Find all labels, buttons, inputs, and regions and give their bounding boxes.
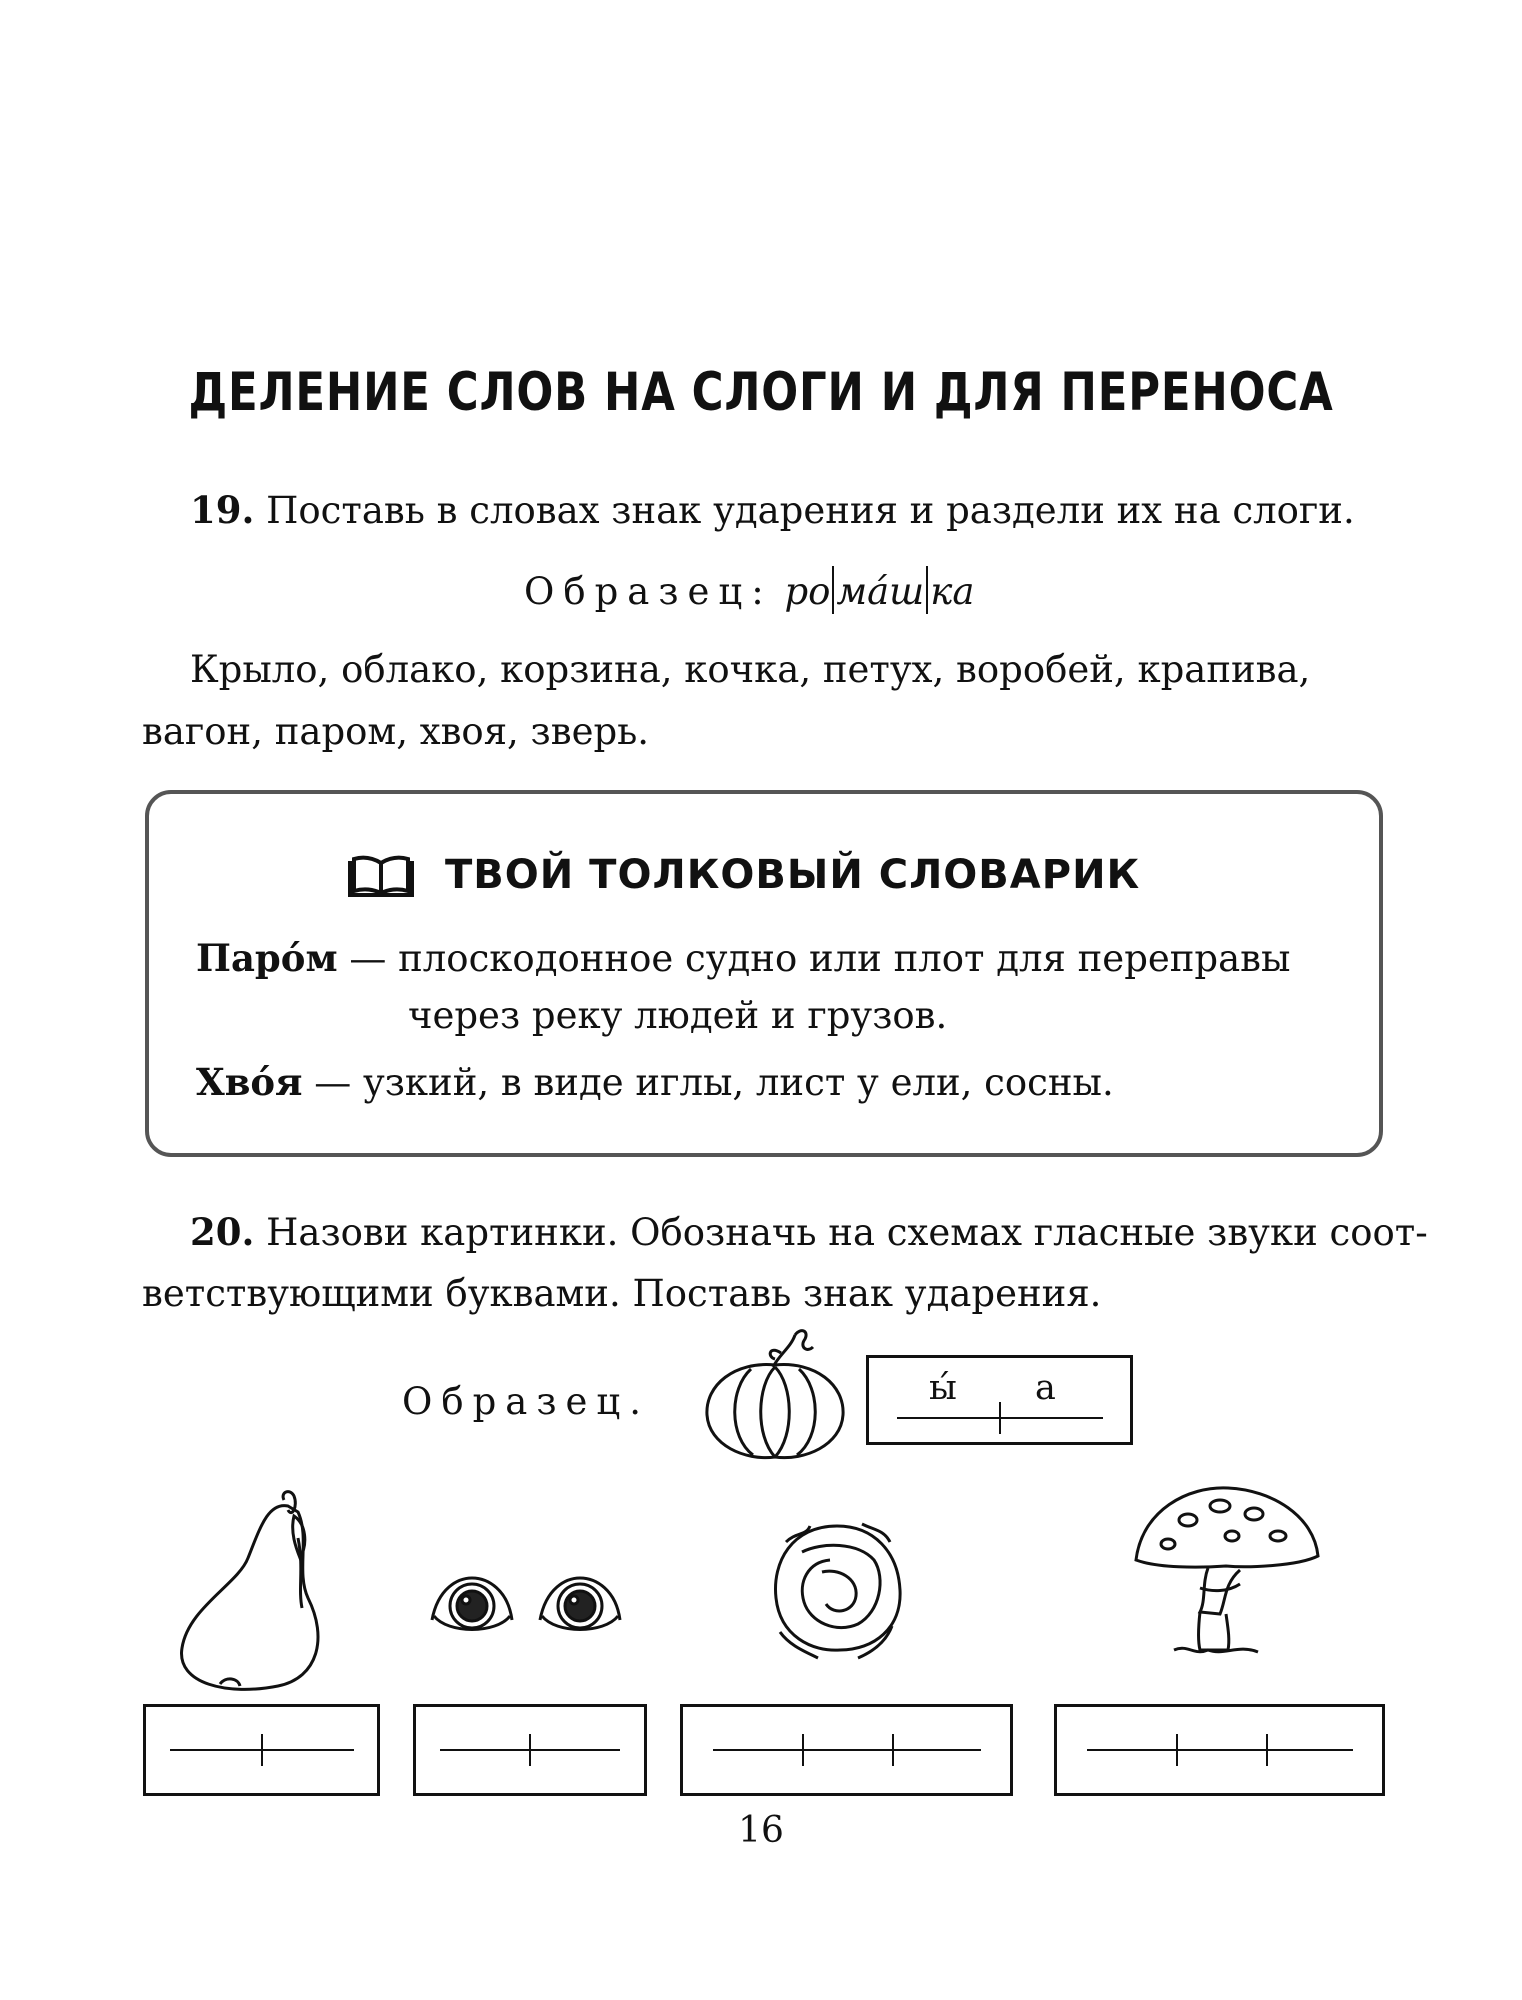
entry-dash: —	[314, 1061, 352, 1104]
exercise-19-sample	[524, 560, 974, 624]
book-icon	[346, 855, 416, 901]
syllable-divider	[926, 566, 928, 614]
pumpkin-picture	[695, 1325, 855, 1465]
schema-lines	[683, 1707, 1010, 1793]
sample-syllable: ро	[784, 570, 831, 613]
mushroom-picture	[1128, 1480, 1324, 1660]
exercise-text: Назови картинки. Обозначь на схемах гласные звуки соот-	[266, 1211, 1428, 1254]
dictionary-entry	[196, 1053, 1114, 1112]
exercise-19-task	[190, 478, 1355, 543]
exercise-number: 19.	[190, 488, 255, 532]
answer-schema[interactable]	[413, 1704, 647, 1796]
schema-vowel: а	[1035, 1368, 1056, 1408]
entry-definition: плоскодонное судно или плот для переправы	[398, 937, 1291, 980]
answer-schema[interactable]	[1054, 1704, 1385, 1796]
exercise-number: 20.	[190, 1210, 255, 1254]
page-title: ДЕЛЕНИЕ СЛОВ НА СЛОГИ И ДЛЯ ПЕРЕНОСА	[188, 362, 1334, 423]
syllable-divider	[832, 566, 834, 614]
exercise-text: Поставь в словах знак ударения и раздели их на слоги.	[266, 489, 1355, 532]
entry-definition: узкий, в виде иглы, лист у ели, сосны.	[362, 1061, 1114, 1104]
sample-schema	[866, 1355, 1133, 1445]
exercise-20-task-line-2: ветствующими буквами. Поставь знак ударения.	[142, 1272, 1102, 1315]
entry-dash: —	[349, 937, 387, 980]
answer-schema[interactable]	[143, 1704, 380, 1796]
exercise-20-sample-label: Образец.	[402, 1380, 650, 1423]
exercise-19-words-line-2: вагон, паром, хвоя, зверь.	[142, 710, 650, 753]
sample-syllable: ма́ш	[836, 570, 925, 613]
pear-picture	[168, 1488, 348, 1698]
sample-syllable: ка	[930, 570, 975, 613]
dictionary-title: ТВОЙ ТОЛКОВЫЙ СЛОВАРИК	[445, 852, 1141, 898]
entry-term: Паро́м	[196, 936, 338, 980]
schema-lines	[416, 1707, 644, 1793]
entry-term: Хво́я	[196, 1060, 303, 1104]
entry-definition-continued: через реку людей и грузов.	[408, 994, 948, 1037]
cabbage-picture	[762, 1512, 912, 1662]
schema-lines	[1057, 1707, 1382, 1793]
schema-lines	[869, 1358, 1130, 1442]
schema-lines	[146, 1707, 377, 1793]
exercise-20-task	[190, 1200, 1428, 1265]
page-number: 16	[738, 1810, 784, 1851]
answer-schema[interactable]	[680, 1704, 1013, 1796]
schema-vowel: ы́	[929, 1368, 957, 1408]
eyes-picture	[428, 1570, 628, 1640]
exercise-19-words-line-1: Крыло, облако, корзина, кочка, петух, воробей, крапива,	[190, 648, 1311, 691]
sample-label: Образец:	[524, 570, 773, 613]
dictionary-entry	[196, 929, 1290, 988]
